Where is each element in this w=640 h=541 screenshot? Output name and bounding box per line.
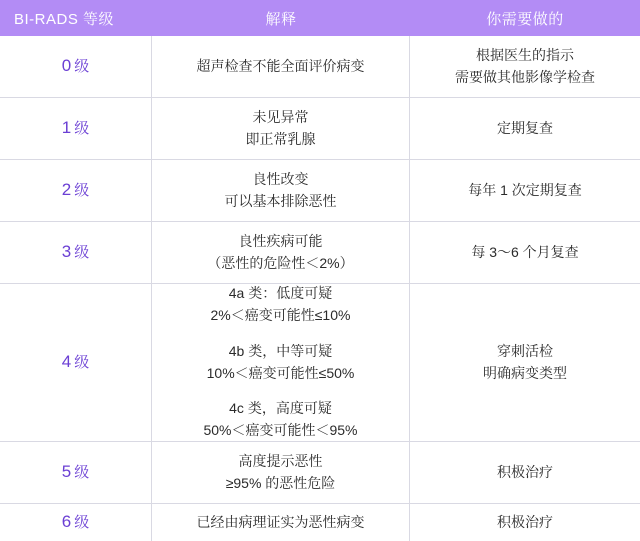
explanation-subgroup <box>203 398 357 441</box>
table-row <box>0 442 640 504</box>
explanation-line: 10%＜癌变可能性≤50% <box>206 364 355 381</box>
table-row <box>0 160 640 222</box>
explanation-cell <box>152 160 410 221</box>
todo-line: 每年 1 次定期复查 <box>468 181 582 198</box>
explanation-cell <box>152 222 410 283</box>
grade-unit: 级 <box>74 119 90 137</box>
grade-number: 4 <box>61 352 72 372</box>
todo-cell <box>410 98 640 159</box>
explanation-cell <box>152 504 410 541</box>
table-row <box>0 284 640 442</box>
grade-cell <box>0 98 152 159</box>
explanation-line: 已经由病理证实为恶性病变 <box>196 513 365 530</box>
explanation-line: 4a 类：低度可疑 <box>228 285 333 302</box>
column-header-grade: BI-RADS 等级 <box>14 10 115 28</box>
grade-cell <box>0 284 152 441</box>
grade-number: 1 <box>61 118 72 138</box>
explanation-line: 良性改变 <box>252 170 309 187</box>
explanation-line: 未见异常 <box>252 108 309 125</box>
explanation-line: 4b 类，中等可疑 <box>228 342 333 359</box>
todo-line: 积极治疗 <box>497 513 553 530</box>
grade-unit: 级 <box>74 463 90 481</box>
table-row <box>0 98 640 160</box>
table-header-row <box>0 0 640 36</box>
explanation-cell <box>152 442 410 503</box>
todo-line: 积极治疗 <box>497 463 553 480</box>
explanation-line: 2%＜癌变可能性≤10% <box>210 307 351 324</box>
explanation-cell <box>152 98 410 159</box>
grade-cell <box>0 160 152 221</box>
table-row <box>0 36 640 98</box>
table-row <box>0 222 640 284</box>
explanation-line: 高度提示恶性 <box>238 452 323 469</box>
todo-cell <box>410 222 640 283</box>
todo-cell <box>410 442 640 503</box>
grade-unit: 级 <box>74 513 90 531</box>
grade-cell <box>0 222 152 283</box>
grade-unit: 级 <box>74 181 90 199</box>
grade-number: 3 <box>61 242 72 262</box>
todo-cell <box>410 36 640 97</box>
explanation-line: 50%＜癌变可能性＜95% <box>203 421 358 438</box>
todo-line: 需要做其他影像学检查 <box>455 68 595 85</box>
explanation-subgroup <box>211 283 351 326</box>
todo-cell <box>410 284 640 441</box>
column-header-todo: 你需要做的 <box>486 10 564 28</box>
grade-unit: 级 <box>74 57 90 75</box>
explanation-line: 超声检查不能全面评价病变 <box>196 57 365 74</box>
explanation-cell <box>152 36 410 97</box>
todo-cell <box>410 160 640 221</box>
grade-number: 0 <box>61 56 72 76</box>
todo-line: 根据医生的指示 <box>476 46 574 63</box>
grade-cell <box>0 36 152 97</box>
explanation-line: （恶性的危险性＜2%） <box>207 254 354 271</box>
column-header-explanation: 解释 <box>265 10 297 28</box>
todo-line: 穿刺活检 <box>497 342 553 359</box>
explanation-line: ≥95% 的恶性危险 <box>225 474 336 491</box>
grade-number: 6 <box>61 512 72 532</box>
grade-cell <box>0 504 152 541</box>
grade-number: 2 <box>61 180 72 200</box>
grade-unit: 级 <box>74 243 90 261</box>
explanation-line: 即正常乳腺 <box>245 130 316 147</box>
grade-number: 5 <box>61 462 72 482</box>
explanation-line: 4c 类，高度可疑 <box>229 400 332 417</box>
grade-cell <box>0 442 152 503</box>
explanation-subgroup <box>207 341 355 384</box>
explanation-line: 可以基本排除恶性 <box>224 192 337 209</box>
todo-line: 定期复查 <box>497 119 553 136</box>
explanation-line: 良性疾病可能 <box>238 232 323 249</box>
todo-cell <box>410 504 640 541</box>
todo-line: 明确病变类型 <box>483 364 567 381</box>
explanation-cell <box>152 284 410 441</box>
grade-unit: 级 <box>74 353 90 371</box>
todo-line: 每 3～6 个月复查 <box>471 243 579 260</box>
table-row <box>0 504 640 541</box>
